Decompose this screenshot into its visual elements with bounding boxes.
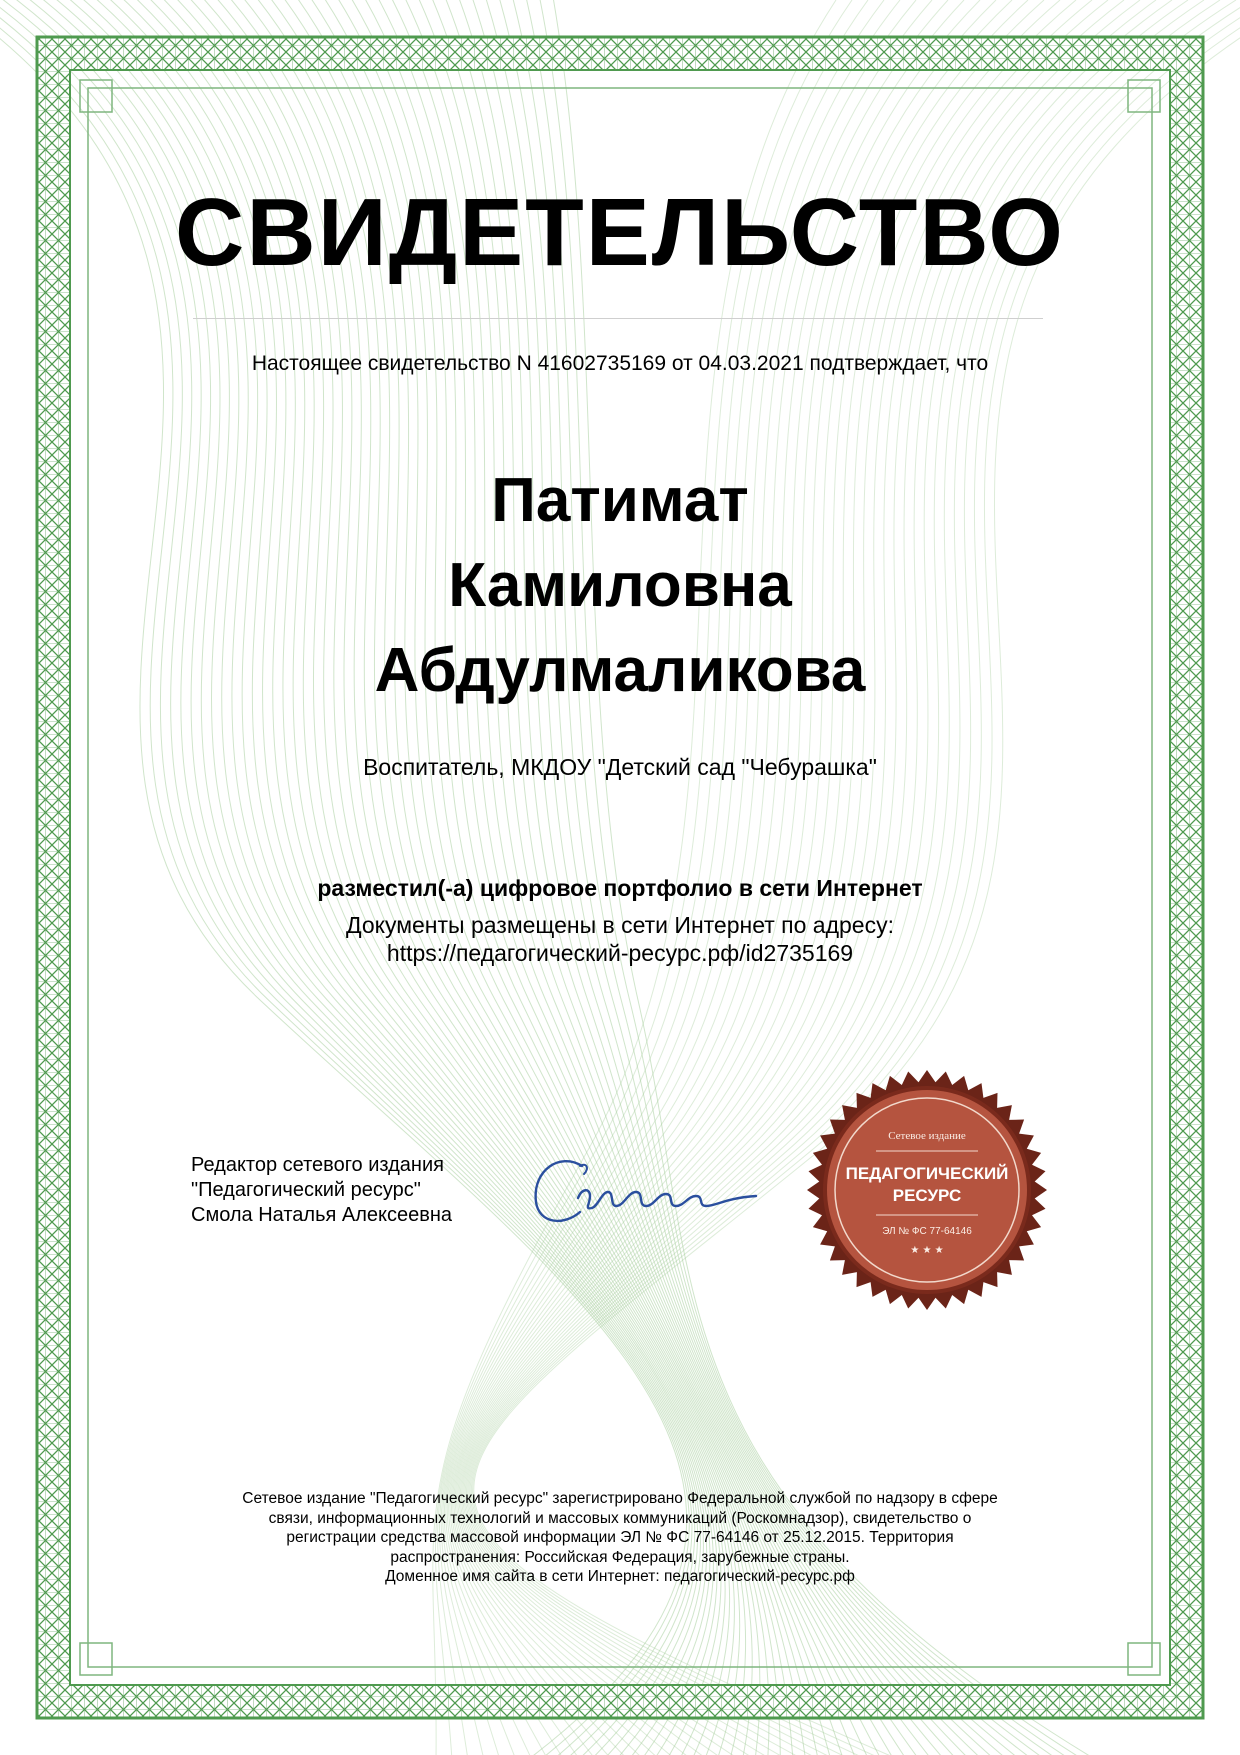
footer-line-3: регистрации средства массовой информации ЭЛ № ФС 77-64146 от 25.12.2015. Территория [286, 1529, 954, 1546]
recipient-last-name: Абдулмаликова [374, 636, 866, 705]
certificate-action: разместил(-а) цифровое портфолио в сети Интернет [317, 875, 923, 901]
seal-registration: ЭЛ № ФС 77-64146 [882, 1226, 972, 1237]
portfolio-url: https://педагогический-ресурс.рф/id2735169 [386, 940, 854, 966]
recipient-patronymic: Камиловна [448, 551, 792, 620]
certificate-intro: Настоящее свидетельство N 41602735169 от 04.03.2021 подтверждает, что [251, 352, 989, 375]
footer-line-4: распространения: Российская Федерация, зарубежные страны. [390, 1548, 850, 1566]
seal-main-line2: РЕСУРС [892, 1186, 962, 1205]
registration-footer [190, 1489, 1050, 1587]
certificate-title: СВИДЕТЕЛЬСТВО [175, 179, 1065, 286]
editor-title: Редактор сетевого издания [191, 1154, 444, 1176]
footer-line-1: Сетевое издание "Педагогический ресурс" зарегистрировано Федеральной службой по надзору в сфере [242, 1490, 998, 1507]
footer-line-5: Доменное имя сайта в сети Интернет: педагогический-ресурс.рф [385, 1568, 855, 1585]
seal-stars: ★ ★ ★ [910, 1245, 944, 1256]
editor-block [191, 1153, 452, 1228]
editor-publication: "Педагогический ресурс" [191, 1179, 421, 1201]
title-divider [193, 318, 1043, 319]
signature [520, 1140, 770, 1250]
publication-seal [806, 1069, 1048, 1311]
recipient-first-name: Патимат [491, 466, 749, 535]
editor-name: Смола Наталья Алексеевна [191, 1204, 453, 1226]
documents-text: Документы размещены в сети Интернет по адресу: [346, 912, 894, 938]
seal-main-line1: ПЕДАГОГИЧЕСКИЙ [845, 1164, 1009, 1183]
seal-top-text: Сетевое издание [888, 1130, 966, 1142]
footer-line-2: связи, информационных технологий и массовых коммуникаций (Роскомнадзор), свидетельство о [268, 1509, 972, 1527]
recipient-position: Воспитатель, МКДОУ "Детский сад "Чебурашка" [363, 754, 877, 780]
